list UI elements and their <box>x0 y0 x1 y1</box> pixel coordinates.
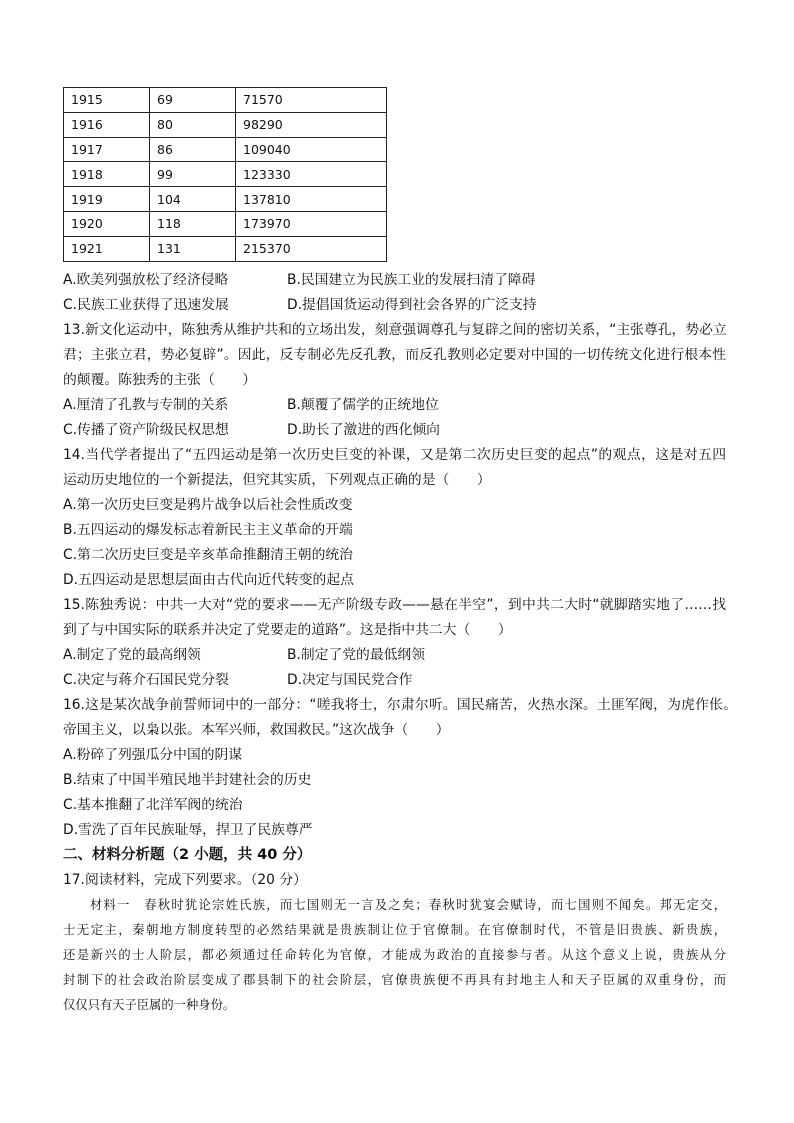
q16-option-d[interactable]: D.雪洗了百年民族耻辱，捍卫了民族尊严 <box>63 822 313 838</box>
table-cell: 1918 <box>64 162 150 187</box>
q14-option-b[interactable]: B.五四运动的爆发标志着新民主主义革命的开端 <box>63 522 353 538</box>
q17-material-line-2: 士无定主，秦朝地方制度转型的必然结果就是贵族制让位于官僚制。在官僚制时代，不管是旧贵族、新贵族， <box>63 923 726 937</box>
table-cell: 98290 <box>236 112 387 137</box>
table-cell: 109040 <box>236 137 387 162</box>
q14-option-c[interactable]: C.第二次历史巨变是辛亥革命推翻清王朝的统治 <box>63 547 353 563</box>
section-heading: 二、材料分析题（2 小题，共 40 分） <box>63 847 312 863</box>
table-cell: 123330 <box>236 162 387 187</box>
table-cell: 1915 <box>64 88 150 113</box>
q13-option-a[interactable]: A.厘清了孔教与专制的关系 <box>63 397 229 413</box>
q16-option-c[interactable]: C.基本推翻了北洋军阀的统治 <box>63 797 243 813</box>
table-cell: 1920 <box>64 211 150 236</box>
table-row <box>64 236 387 261</box>
q14-stem-line-1: 14.当代学者提出了“五四运动是第一次历史巨变的补课，又是第二次历史巨变的起点”的观点，这是对五四 <box>63 447 726 463</box>
q15-option-a[interactable]: A.制定了党的最高纲领 <box>63 647 201 663</box>
q14-stem-line-2: 运动历史地位的一个新提法，但究其实质，下列观点正确的是（ ） <box>63 472 491 488</box>
q12-option-b[interactable]: B.民国建立为民族工业的发展扫清了障碍 <box>287 272 536 288</box>
table-cell: 1917 <box>64 137 150 162</box>
table-row <box>64 187 387 212</box>
q17-material-line-1: 材料一 春秋时犹论宗姓氏族，而七国则无一言及之矣；春秋时犹宴会赋诗，而七国则不闻矣。邦无定交， <box>90 898 726 912</box>
q17-stem: 17.阅读材料，完成下列要求。（20 分） <box>63 872 307 888</box>
table-cell: 1916 <box>64 112 150 137</box>
table-cell: 86 <box>150 137 236 162</box>
table-cell: 215370 <box>236 236 387 261</box>
q12-option-d[interactable]: D.提倡国货运动得到社会各界的广泛支持 <box>287 297 537 313</box>
q17-material-line-5: 仅仅只有天子臣属的一种身份。 <box>63 998 236 1012</box>
table-cell: 99 <box>150 162 236 187</box>
q16-stem-line-1: 16.这是某次战争前誓师词中的一部分：“嗟我将士，尔肃尔听。国民痛苦，火热水深。土匪军阀，为虎作伥。 <box>63 697 737 713</box>
q13-option-d[interactable]: D.助长了激进的西化倾向 <box>287 422 440 438</box>
q15-option-c[interactable]: C.决定与蒋介石国民党分裂 <box>63 672 229 688</box>
table-cell: 131 <box>150 236 236 261</box>
q13-option-b[interactable]: B.颠覆了儒学的正统地位 <box>287 397 439 413</box>
table-cell: 1919 <box>64 187 150 212</box>
q15-option-d[interactable]: D.决定与国民党合作 <box>287 672 413 688</box>
q14-option-a[interactable]: A.第一次历史巨变是鸦片战争以后社会性质改变 <box>63 497 353 513</box>
table-cell: 1921 <box>64 236 150 261</box>
table-row <box>64 211 387 236</box>
table-row <box>64 162 387 187</box>
table-row <box>64 88 387 113</box>
q12-option-c[interactable]: C.民族工业获得了迅速发展 <box>63 297 229 313</box>
table-cell: 104 <box>150 187 236 212</box>
q12-option-a[interactable]: A.欧美列强放松了经济侵略 <box>63 272 229 288</box>
table-cell: 69 <box>150 88 236 113</box>
q13-stem-line-1: 13.新文化运动中，陈独秀从维护共和的立场出发，刻意强调尊孔与复辟之间的密切关系，“主张尊孔，势必立 <box>63 322 727 338</box>
q15-stem-line-2: 到了与中国实际的联系并决定了党要走的道路”。这是指中共二大（ ） <box>63 622 512 638</box>
q13-stem-line-2: 君；主张立君，势必复辟”。因此，反专制必先反孔教，而反孔教则必定要对中国的一切传统文化进行根本性 <box>63 347 726 363</box>
table-row <box>64 112 387 137</box>
q13-option-c[interactable]: C.传播了资产阶级民权思想 <box>63 422 229 438</box>
data-table <box>63 87 387 262</box>
q15-stem-line-1: 15.陈独秀说：中共一大对“党的要求——无产阶级专政——悬在半空”，到中共二大时“就脚踏实地了……找 <box>63 597 726 613</box>
q16-stem-line-2: 帝国主义，以枭以张。本军兴师，救国救民。”这次战争（ ） <box>63 722 450 738</box>
table-cell: 80 <box>150 112 236 137</box>
q13-stem-line-3: 的颠覆。陈独秀的主张（ ） <box>63 372 257 388</box>
table-row <box>64 137 387 162</box>
q16-option-b[interactable]: B.结束了中国半殖民地半封建社会的历史 <box>63 772 312 788</box>
table-cell: 137810 <box>236 187 387 212</box>
q15-option-b[interactable]: B.制定了党的最低纲领 <box>287 647 426 663</box>
q14-option-d[interactable]: D.五四运动是思想层面由古代向近代转变的起点 <box>63 572 354 588</box>
q17-material-line-4: 封制下的社会政治阶层变成了郡县制下的社会阶层，官僚贵族便不再具有封地主人和天子臣属的双重身份，而 <box>63 973 726 987</box>
q17-material-line-3: 还是新兴的士人阶层，都必须通过任命转化为官僚，才能成为政治的直接参与者。从这个意义上说，贵族从分 <box>63 948 726 962</box>
data-table-body <box>64 88 387 262</box>
q16-option-a[interactable]: A.粉碎了列强瓜分中国的阴谋 <box>63 747 243 763</box>
table-cell: 173970 <box>236 211 387 236</box>
table-cell: 71570 <box>236 88 387 113</box>
table-cell: 118 <box>150 211 236 236</box>
